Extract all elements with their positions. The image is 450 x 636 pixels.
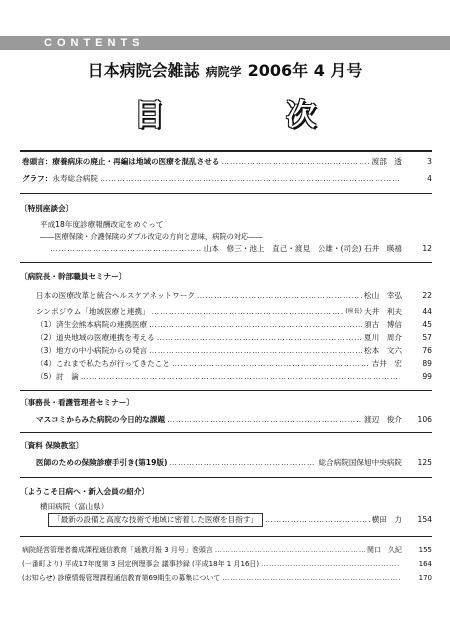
toc-entry[interactable] [36, 306, 432, 318]
toc-entry[interactable] [22, 572, 432, 584]
leader-dots [149, 345, 362, 357]
entry-page: 12 [422, 244, 432, 253]
entry-author: 吉井 宏 [371, 359, 402, 368]
entry-author: 大井 利夫 [364, 307, 402, 316]
entry-title: 「最新の設備と高度な技術で地域に密着した医療を目指す」 [48, 513, 263, 527]
entry-page: 155 [418, 546, 432, 554]
entry-author: 松本 文六 [364, 346, 402, 355]
leader-dots [149, 319, 362, 331]
entry-author: 夏川 周介 [364, 333, 402, 342]
entry-title: 永寿総合病院 [52, 174, 98, 183]
roundtable-subtopic: ――医療保険・介護保険のダブル改定の方向と意味，病院の対応―― [40, 232, 263, 241]
divider [20, 390, 432, 391]
entry-title: 療養病床の廃止・再編は地域の医療を混乱させる [52, 157, 220, 166]
entry-author: 横田 力 [371, 515, 402, 524]
entry-label: グラフ： [22, 174, 53, 183]
journal-issue: 2006年 4 月号 [247, 61, 363, 80]
entry-title: (お知らせ) 診療情報管理課程通信教育第69期生の募集について [22, 574, 221, 582]
entry-title: （1）済生会熊本病院の連携医療 [36, 320, 148, 329]
entry-title: （2）道央地域の医療連携を考える [36, 333, 155, 342]
leader-dots [172, 358, 370, 370]
entry-page: 76 [422, 346, 432, 355]
toc-entry[interactable] [36, 332, 432, 344]
leader-dots [221, 156, 369, 168]
entry-page: 99 [422, 372, 432, 381]
divider [20, 432, 432, 433]
leader-dots [261, 558, 400, 570]
toc-entry[interactable] [36, 414, 432, 426]
divider [20, 150, 432, 152]
toc-entry[interactable] [36, 457, 432, 469]
entry-author: 渡辺 俊介 [364, 415, 402, 424]
entry-page: 3 [427, 157, 432, 166]
journal-title [0, 58, 450, 81]
entry-title: (一番町より) 平成17年度第 3 回定例理事会 議事抄録 (平成18年 1 月16日) [22, 560, 260, 568]
entry-title: マスコミからみた病院の今日的な課題 [36, 415, 166, 424]
journal-sub: 病院学 [205, 65, 242, 79]
banner-text: CONTENTS [44, 37, 145, 49]
entry-page: 22 [422, 291, 432, 300]
entry-author: 松山 幸弘 [364, 291, 402, 300]
toc-entry[interactable] [36, 371, 432, 383]
leader-dots [152, 306, 344, 318]
leader-dots [265, 514, 370, 526]
toc-entry[interactable] [22, 558, 432, 570]
toc-entry[interactable] [36, 290, 432, 302]
page-title: 目 次 [134, 98, 362, 133]
roundtable-topic: 平成18年度診療報酬改定をめぐって [40, 220, 164, 229]
section-heading-insurance: 〔 資料 保険教室 〕 [20, 440, 83, 452]
entry-page: 170 [418, 574, 432, 582]
leader-dots [100, 173, 400, 185]
entry-label: 巻頭言： [22, 157, 53, 166]
contents-banner [0, 36, 450, 50]
leader-dots [169, 457, 316, 469]
divider [20, 477, 432, 478]
leader-dots [222, 572, 400, 584]
leader-dots [157, 332, 362, 344]
section-heading-roundtable: 〔 特別座談会 〕 [20, 203, 73, 215]
entry-page: 154 [417, 515, 432, 524]
entry-author: 関口 久紀 [367, 546, 402, 554]
entry-title: 病院経営管理者養成課程通信教育「通教月報 3 月号」巻頭言 [22, 546, 213, 554]
entry-author: 渡部 透 [371, 157, 402, 166]
entry-author: 総合病院国保旭中央病院 [318, 458, 402, 467]
entry-title: シンポジウム「地域医療と連携」 [36, 307, 150, 316]
toc-entry-editorial[interactable] [22, 156, 432, 168]
leader-dots [50, 243, 202, 255]
divider [20, 193, 432, 194]
entry-title: （5）討 論 [36, 372, 79, 381]
leader-dots [167, 414, 362, 426]
member-hospital: 横田病院（富山県） [40, 502, 109, 511]
entry-title: （3）地方の中小病院からの発言 [36, 346, 148, 355]
toc-entry[interactable] [48, 514, 432, 526]
journal-name: 日本病院会雑誌 [87, 61, 200, 80]
section-heading-new-members: 〔 ようこそ日病へ・新入会員の紹介 〕 [20, 486, 149, 498]
leader-dots [81, 371, 400, 383]
divider [20, 536, 432, 537]
toc-entry-graph[interactable] [22, 173, 432, 185]
toc-entry[interactable] [36, 358, 432, 370]
entry-page: 106 [417, 415, 432, 424]
entry-page: 164 [418, 560, 432, 568]
toc-entry[interactable] [22, 544, 432, 556]
entry-page: 4 [427, 174, 432, 183]
entry-title: 医師のための保険診療手引き(第19版) [36, 458, 168, 467]
entry-author: 山本 修三・池上 直己・渡見 公雄・(司会) 石井 暎禧 [203, 244, 402, 253]
leader-dots [197, 290, 362, 302]
entry-page: 125 [417, 458, 432, 467]
section-heading-admin-seminar: 〔 事務長・看護管理者セミナー 〕 [20, 397, 134, 409]
entry-title: 日本の医療改革と統合ヘルスケアネットワーク [36, 291, 195, 300]
entry-page: 57 [422, 333, 432, 342]
entry-prefix: (座長) [345, 308, 363, 315]
toc-entry-roundtable[interactable] [48, 243, 432, 255]
section-heading-seminar: 〔 病院長・幹部職員セミナー 〕 [20, 271, 126, 283]
entry-author: 須古 博信 [364, 320, 402, 329]
divider [20, 262, 432, 263]
toc-entry[interactable] [36, 319, 432, 331]
leader-dots [215, 544, 365, 556]
entry-title: （4）これまで私たちが行ってきたこと [36, 359, 170, 368]
entry-page: 44 [422, 307, 432, 316]
entry-page: 45 [422, 320, 432, 329]
entry-page: 89 [422, 359, 432, 368]
toc-entry[interactable] [36, 345, 432, 357]
